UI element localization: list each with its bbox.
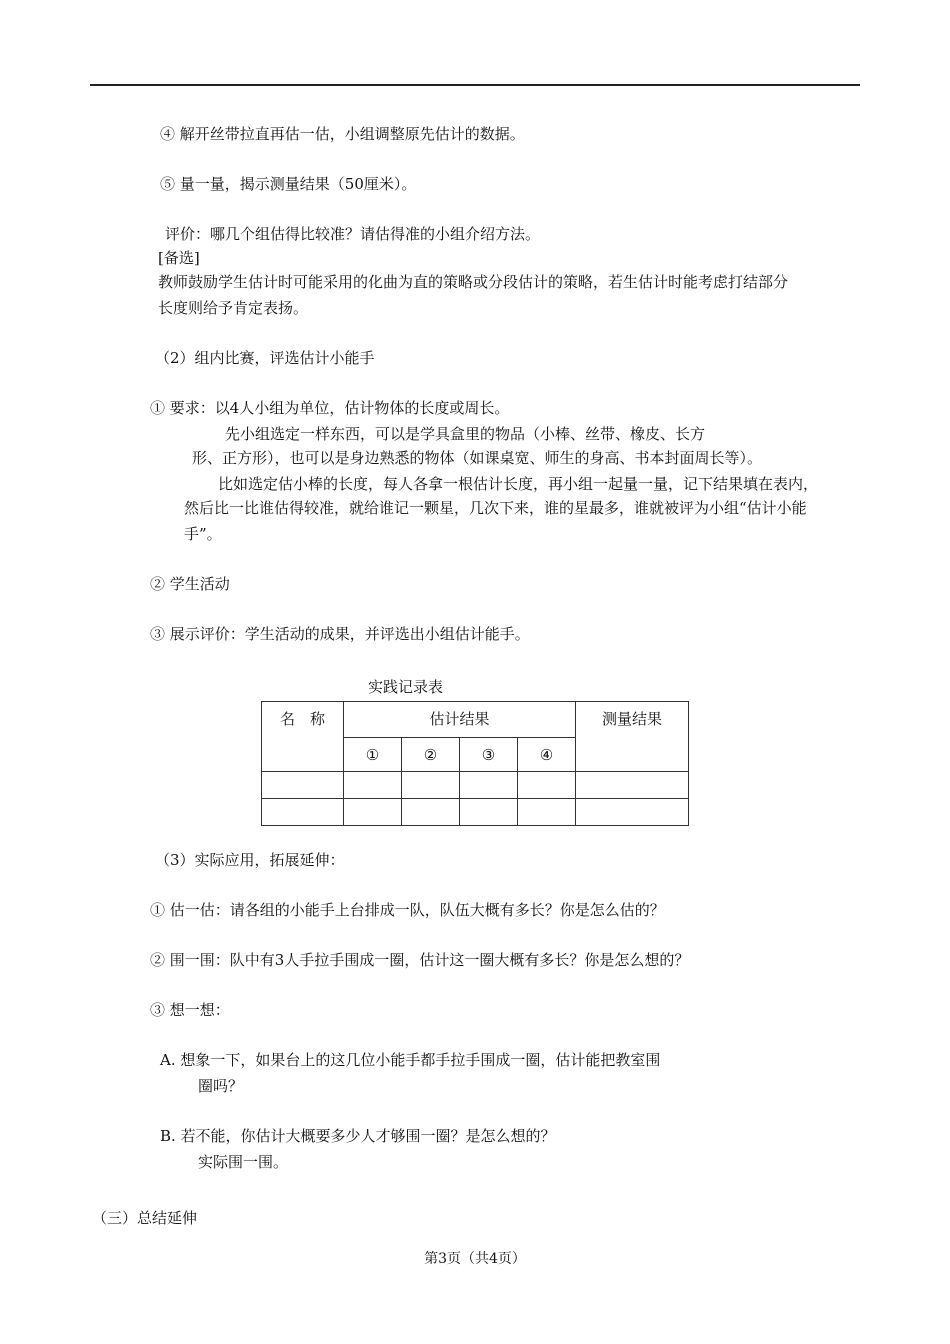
requirement-3: 形、正方形），也可以是身边熟悉的物体（如课桌宽、师生的身高、书本封面周长等）。 <box>192 449 763 467</box>
application-1: ① 估一估：请各组的小能手上台排成一队，队伍大概有多长？你是怎么估的？ <box>150 901 665 919</box>
question-b-line-1: B. 若不能，你估计大概要多少人才够围一圈？是怎么想的？ <box>160 1127 556 1145</box>
page-footer: 第3页（共4页） <box>424 1251 526 1267</box>
table-cell[interactable] <box>344 772 402 799</box>
table-cell[interactable] <box>518 799 576 826</box>
estimate-sub-2: ② <box>402 738 460 772</box>
step-4: ④ 解开丝带拉直再估一估，小组调整原先估计的数据。 <box>160 125 525 143</box>
estimate-sub-4: ④ <box>518 738 576 772</box>
requirement-4: 比如选定估小棒的长度，每人各拿一根估计长度，再小组一起量一量，记下结果填在表内， <box>218 475 819 493</box>
teacher-note-2: 长度则给予肯定表扬。 <box>158 299 309 317</box>
estimate-sub-3: ③ <box>460 738 518 772</box>
table-cell[interactable] <box>262 772 344 799</box>
header-name: 名 称 <box>262 702 344 772</box>
show-evaluation: ③ 展示评价：学生活动的成果，并评选出小组估计能手。 <box>150 625 530 643</box>
table-row <box>262 772 689 799</box>
table-cell[interactable] <box>402 799 460 826</box>
table-cell[interactable] <box>518 772 576 799</box>
question-b-line-2: 实际围一围。 <box>198 1153 289 1171</box>
evaluation-line: 评价：哪几个组估得比较准？请估得准的小组介绍方法。 <box>165 225 541 243</box>
table-title: 实践记录表 <box>368 678 444 696</box>
student-activity: ② 学生活动 <box>150 575 230 593</box>
table-cell[interactable] <box>576 772 689 799</box>
question-a-line-1: A. 想象一下，如果台上的这几位小能手都手拉手围成一圈，估计能把教室围 <box>160 1051 661 1069</box>
table-cell[interactable] <box>460 799 518 826</box>
table-cell[interactable] <box>344 799 402 826</box>
table-cell[interactable] <box>262 799 344 826</box>
requirement-1: ① 要求：以4人小组为单位，估计物体的长度或周长。 <box>150 399 510 417</box>
requirement-2: 先小组选定一样东西，可以是学具盒里的物品（小棒、丝带、橡皮、长方 <box>225 425 706 443</box>
step-5: ⑤ 量一量，揭示测量结果（50厘米）。 <box>160 175 417 193</box>
table-row <box>262 799 689 826</box>
section-3-heading: （3）实际应用，拓展延伸： <box>155 851 345 869</box>
estimate-sub-1: ① <box>344 738 402 772</box>
application-2: ② 围一围：队中有3人手拉手围成一圈，估计这一圈大概有多长？你是怎么想的？ <box>150 951 690 969</box>
header-measure: 测量结果 <box>576 702 689 772</box>
practice-record-table <box>261 701 689 826</box>
application-3: ③ 想一想： <box>150 1001 230 1019</box>
table-cell[interactable] <box>576 799 689 826</box>
question-a-line-2: 圈吗？ <box>198 1077 244 1095</box>
requirement-5: 然后比一比谁估得较准，就给谁记一颗星，几次下来，谁的星最多，谁就被评为小组“估计小能 <box>184 499 807 517</box>
header-estimate: 估计结果 <box>344 702 576 738</box>
backup-label: [备选] <box>158 249 200 267</box>
section-2-heading: （2）组内比赛，评选估计小能手 <box>155 349 375 367</box>
table-cell[interactable] <box>460 772 518 799</box>
requirement-6: 手”。 <box>184 525 222 543</box>
final-section-heading: （三）总结延伸 <box>92 1209 198 1227</box>
teacher-note-1: 教师鼓励学生估计时可能采用的化曲为直的策略或分段估计的策略，若生估计时能考虑打结部分 <box>158 273 789 291</box>
header-rule <box>90 84 860 86</box>
table-cell[interactable] <box>402 772 460 799</box>
